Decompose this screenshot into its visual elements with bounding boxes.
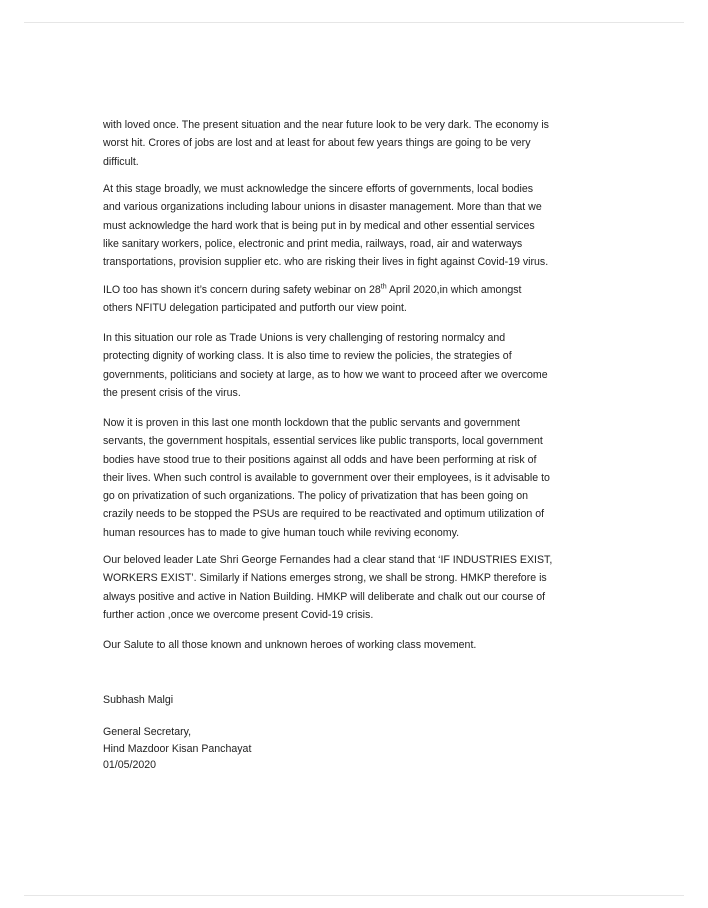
text-line: the present crisis of the virus.	[103, 386, 241, 399]
text-line: In this situation our role as Trade Unions is very challenging of restoring normalcy and	[103, 332, 506, 344]
text-line: like sanitary workers, police, electronic and print media, railways, road, air and waterways	[103, 237, 523, 250]
text-line: with loved once. The present situation and the near future look to be very dark. The economy is	[103, 119, 549, 131]
signatory-name	[103, 691, 173, 709]
text-line: others NFITU delegation participated and putforth our view point.	[103, 302, 407, 315]
text-line: Our beloved leader Late Shri George Fernandes had a clear stand that ‘IF INDUSTRIES EXIST,	[103, 554, 553, 566]
signatory-details	[103, 724, 251, 774]
text-line: their lives. When such control is available to government over their employees, is it advisable to	[103, 471, 550, 484]
paragraph-economy	[103, 116, 549, 171]
paragraph-acknowledgement	[103, 180, 548, 271]
text-line: protecting dignity of working class. It is also time to review the policies, the strategies of	[103, 350, 512, 363]
text-line: bodies have stood true to their positions against all odds and have been performing at risk of	[103, 453, 537, 466]
signature-title: General Secretary,	[103, 726, 192, 738]
bottom-page-edge	[24, 895, 684, 896]
text-segment: April 2020,in which amongst	[386, 284, 522, 296]
text-line: worst hit. Crores of jobs are lost and at least for about few years things are going to be very	[103, 137, 531, 150]
paragraph-ilo	[103, 281, 521, 318]
paragraph-privatization	[103, 414, 550, 542]
text-line: crazily needs to be stopped the PSUs are required to be reactivated and optimum utilization of	[103, 508, 545, 521]
text-line: Now it is proven in this last one month lockdown that the public servants and government	[103, 417, 520, 429]
text-line: and various organizations including labour unions in disaster management. More than that we	[103, 201, 542, 214]
text-line: must acknowledge the hard work that is being put in by medical and other essential services	[103, 219, 535, 232]
text-segment: ILO too has shown it’s concern during safety webinar on 28	[103, 284, 381, 296]
paragraph-salute	[103, 636, 476, 654]
text-line: servants, the government hospitals, essential services like public transports, local government	[103, 435, 543, 448]
text-line: difficult.	[103, 155, 139, 168]
superscript: th	[380, 283, 387, 291]
top-page-edge	[24, 22, 684, 23]
paragraph-trade-unions	[103, 329, 548, 402]
paragraph-george-fernandes	[103, 551, 552, 624]
text-line: WORKERS EXIST’. Similarly if Nations emerges strong, we shall be strong. HMKP therefore is	[103, 572, 547, 585]
signature-name: Subhash Malgi	[103, 694, 174, 706]
signature-date: 01/05/2020	[103, 759, 157, 771]
text-line: further action ,once we overcome present Covid-19 crisis.	[103, 608, 374, 621]
text-line: At this stage broadly, we must acknowledge the sincere efforts of governments, local bodies	[103, 183, 534, 195]
text-line: human resources has to made to give human touch while reviving economy.	[103, 526, 460, 539]
signature-organization: Hind Mazdoor Kisan Panchayat	[103, 742, 252, 755]
text-line: go on privatization of such organizations. The policy of privatization that has been going on	[103, 490, 529, 503]
text-line: Our Salute to all those known and unknown heroes of working class movement.	[103, 639, 477, 651]
text-line: transportations, provision supplier etc. who are risking their lives in fight against Covid-19 virus.	[103, 256, 549, 269]
text-line	[103, 281, 521, 299]
text-line: always positive and active in Nation Building. HMKP will deliberate and chalk out our course of	[103, 590, 546, 603]
text-line: governments, politicians and society at large, as to how we want to proceed after we overcome	[103, 368, 548, 381]
